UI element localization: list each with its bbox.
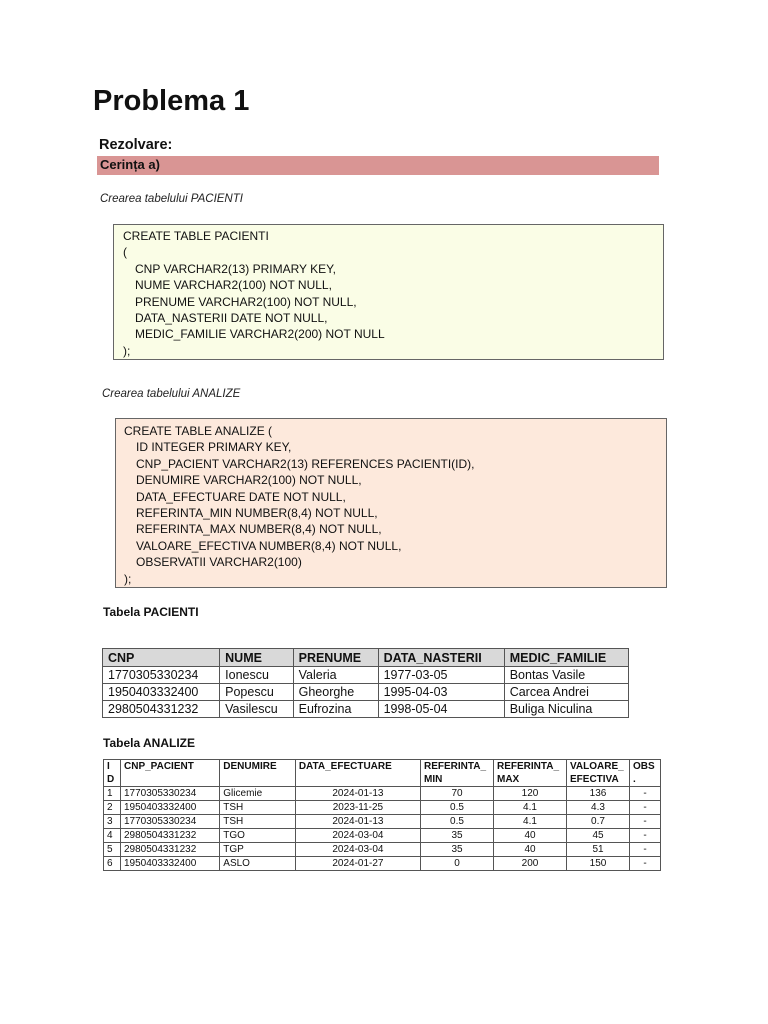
column-header: REFERINTA_ MIN <box>421 760 494 787</box>
table-cell: 4.1 <box>494 815 567 829</box>
column-header: CNP_PACIENT <box>121 760 220 787</box>
table-cell: 1950403332400 <box>103 684 220 701</box>
code-line: NUME VARCHAR2(100) NOT NULL, <box>135 278 332 293</box>
table-cell: 4 <box>104 829 121 843</box>
table-cell: Eufrozina <box>293 701 378 718</box>
table-cell: Popescu <box>220 684 293 701</box>
column-header: VALOARE_ EFECTIVA <box>567 760 630 787</box>
code-line: ID INTEGER PRIMARY KEY, <box>136 440 292 455</box>
table-cell: TGO <box>220 829 296 843</box>
column-header: CNP <box>103 649 220 667</box>
code-line: CREATE TABLE PACIENTI <box>123 229 269 243</box>
code-line: REFERINTA_MAX NUMBER(8,4) NOT NULL, <box>136 522 382 537</box>
column-header: PRENUME <box>293 649 378 667</box>
table-cell: Bontas Vasile <box>504 667 628 684</box>
table-cell: 1950403332400 <box>121 857 220 871</box>
column-header: NUME <box>220 649 293 667</box>
analize-table <box>103 759 661 871</box>
table-cell: Vasilescu <box>220 701 293 718</box>
column-header: REFERINTA_ MAX <box>494 760 567 787</box>
code-line: CREATE TABLE ANALIZE ( <box>124 424 273 438</box>
code-line: CNP_PACIENT VARCHAR2(13) REFERENCES PACIENTI(ID), <box>136 456 475 471</box>
column-header: DATA_NASTERII <box>378 649 504 667</box>
requirement-bar <box>97 156 659 175</box>
table-row <box>103 667 629 684</box>
table-cell: 1770305330234 <box>121 787 220 801</box>
pacienti-create-caption: Crearea tabelului PACIENTI <box>100 193 243 205</box>
table-header-row <box>104 760 661 787</box>
table-cell: 1770305330234 <box>103 667 220 684</box>
table-cell: 120 <box>494 787 567 801</box>
page-title: Problema 1 <box>93 85 250 117</box>
table-cell: 2024-01-13 <box>295 787 420 801</box>
table-cell: 2024-01-27 <box>295 857 420 871</box>
table-cell: TSH <box>220 815 296 829</box>
table-cell: 4.3 <box>567 801 630 815</box>
table-cell: 35 <box>421 843 494 857</box>
table-cell: 4.1 <box>494 801 567 815</box>
table-cell: 1998-05-04 <box>378 701 504 718</box>
table-cell: 6 <box>104 857 121 871</box>
analize-create-code-block <box>115 418 667 588</box>
table-cell: - <box>630 843 661 857</box>
table-cell: 0.5 <box>421 815 494 829</box>
code-line: VALOARE_EFECTIVA NUMBER(8,4) NOT NULL, <box>136 538 402 553</box>
table-cell: Carcea Andrei <box>504 684 628 701</box>
table-cell: 2980504331232 <box>121 843 220 857</box>
table-header-row <box>103 649 629 667</box>
code-line: OBSERVATII VARCHAR2(100) <box>136 555 302 570</box>
code-line: MEDIC_FAMILIE VARCHAR2(200) NOT NULL <box>135 327 385 342</box>
requirement-label: Cerința a) <box>100 157 160 172</box>
code-line: DATA_NASTERII DATE NOT NULL, <box>135 311 328 326</box>
code-line: PRENUME VARCHAR2(100) NOT NULL, <box>135 294 357 309</box>
table-cell: TGP <box>220 843 296 857</box>
table-row <box>104 801 661 815</box>
table-cell: 2024-01-13 <box>295 815 420 829</box>
resolution-label: Rezolvare: <box>99 137 173 153</box>
table-cell: ASLO <box>220 857 296 871</box>
table-cell: - <box>630 815 661 829</box>
column-header: DATA_EFECTUARE <box>295 760 420 787</box>
analize-table-caption: Tabela ANALIZE <box>103 736 196 750</box>
table-cell: 0.7 <box>567 815 630 829</box>
table-cell: - <box>630 801 661 815</box>
table-row <box>104 787 661 801</box>
table-cell: 35 <box>421 829 494 843</box>
table-cell: 3 <box>104 815 121 829</box>
pacienti-table <box>102 648 629 718</box>
table-cell: 0.5 <box>421 801 494 815</box>
code-line: ); <box>123 343 131 358</box>
code-line: CNP VARCHAR2(13) PRIMARY KEY, <box>135 261 336 276</box>
code-line: ( <box>123 245 127 260</box>
table-cell: 0 <box>421 857 494 871</box>
table-row <box>104 857 661 871</box>
table-cell: 150 <box>567 857 630 871</box>
table-cell: 5 <box>104 843 121 857</box>
table-cell: 1770305330234 <box>121 815 220 829</box>
table-cell: Gheorghe <box>293 684 378 701</box>
table-cell: 2980504331232 <box>103 701 220 718</box>
table-cell: 1995-04-03 <box>378 684 504 701</box>
column-header: I D <box>104 760 121 787</box>
pacienti-create-code-block <box>113 224 664 360</box>
table-cell: 40 <box>494 843 567 857</box>
table-cell: 2 <box>104 801 121 815</box>
table-row <box>104 815 661 829</box>
column-header: DENUMIRE <box>220 760 296 787</box>
table-cell: 2980504331232 <box>121 829 220 843</box>
table-cell: 200 <box>494 857 567 871</box>
table-cell: 40 <box>494 829 567 843</box>
table-cell: Valeria <box>293 667 378 684</box>
table-cell: 136 <box>567 787 630 801</box>
table-cell: - <box>630 829 661 843</box>
table-cell: - <box>630 857 661 871</box>
code-line: DATA_EFECTUARE DATE NOT NULL, <box>136 489 346 504</box>
table-cell: Buliga Niculina <box>504 701 628 718</box>
table-cell: 1 <box>104 787 121 801</box>
table-cell: Ionescu <box>220 667 293 684</box>
table-cell: 51 <box>567 843 630 857</box>
column-header: OBS . <box>630 760 661 787</box>
table-cell: TSH <box>220 801 296 815</box>
table-cell: 2023-11-25 <box>295 801 420 815</box>
table-cell: 1977-03-05 <box>378 667 504 684</box>
table-cell: - <box>630 787 661 801</box>
table-cell: 2024-03-04 <box>295 829 420 843</box>
table-cell: Glicemie <box>220 787 296 801</box>
code-line: ); <box>124 571 132 586</box>
table-cell: 45 <box>567 829 630 843</box>
table-row <box>103 701 629 718</box>
analize-create-caption: Crearea tabelului ANALIZE <box>102 388 241 400</box>
column-header: MEDIC_FAMILIE <box>504 649 628 667</box>
code-line: REFERINTA_MIN NUMBER(8,4) NOT NULL, <box>136 506 378 521</box>
table-cell: 1950403332400 <box>121 801 220 815</box>
pacienti-table-caption: Tabela PACIENTI <box>103 605 199 619</box>
table-row <box>104 829 661 843</box>
table-row <box>104 843 661 857</box>
table-cell: 70 <box>421 787 494 801</box>
table-row <box>103 684 629 701</box>
table-cell: 2024-03-04 <box>295 843 420 857</box>
code-line: DENUMIRE VARCHAR2(100) NOT NULL, <box>136 473 362 488</box>
